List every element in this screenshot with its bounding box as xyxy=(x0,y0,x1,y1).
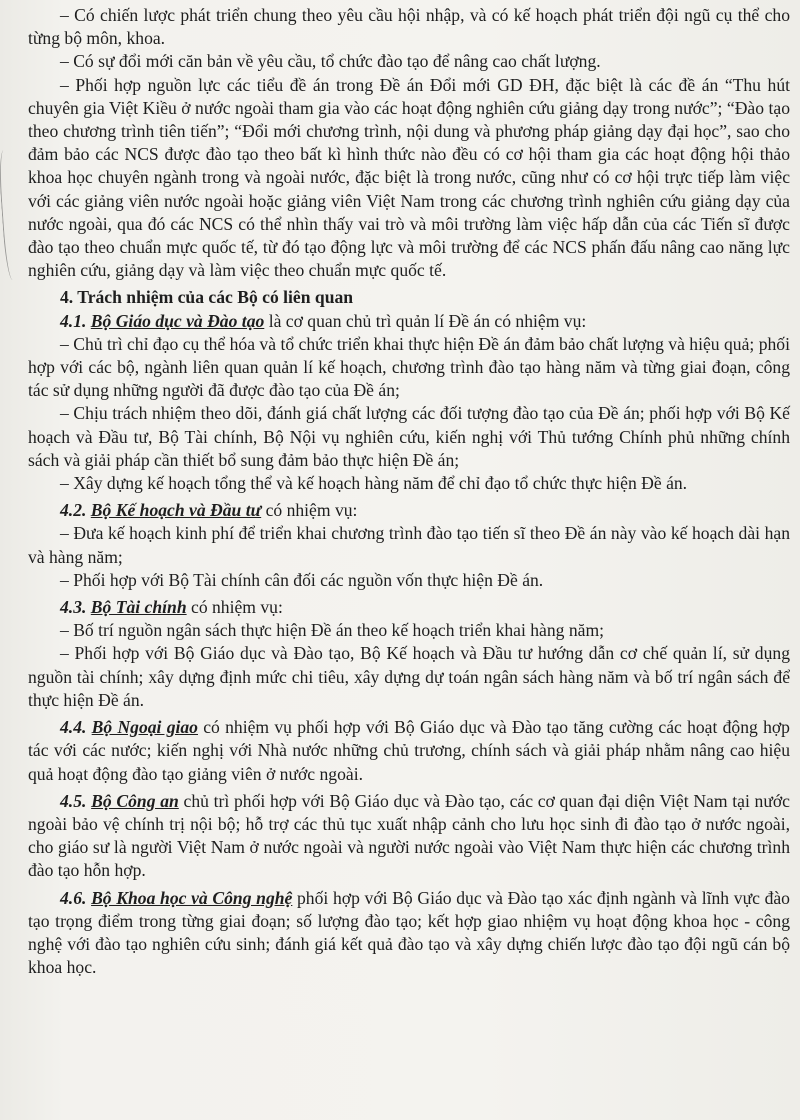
list-item: – Phối hợp với Bộ Giáo dục và Đào tạo, Bộ Kế hoạch và Đầu tư hướng dẫn cơ chế quản lí, sử dụng nguồn tài chính; xây dựng định mức chi tiêu, xây dựng dự toán ngân sách hàng năm và bố trí ngân sách để thực hiện Đề án. xyxy=(28,643,790,710)
subsection-4-6 xyxy=(28,887,790,980)
subsection-4-2 xyxy=(28,499,790,522)
subsection-title: Bộ Ngoại giao xyxy=(91,717,198,738)
subsection-number: 4.1. xyxy=(60,310,87,331)
subsection-text: chủ trì phối hợp với Bộ Giáo dục và Đào tạo, các cơ quan đại diện Việt Nam tại nước ngoài bảo vệ chính trị nội bộ; hỗ trợ các thủ tục xuất nhập cảnh cho lưu học sinh đi đào tạo ở nước ngoài, cho giáo sư là người Việt Nam ở nước ngoài và người nước ngoài vào Việt Nam thực hiện các chương trình đào tạo hỗn hợp. xyxy=(28,790,790,881)
subsection-number: 4.2. xyxy=(60,500,87,521)
subsection-intro: là cơ quan chủ trì quản lí Đề án có nhiệm vụ: xyxy=(264,310,587,331)
subsection-number: 4.4. xyxy=(60,717,87,738)
document-body xyxy=(28,4,790,979)
subsection-intro: có nhiệm vụ: xyxy=(186,597,283,618)
margin-pencil-mark xyxy=(0,150,22,281)
subsection-4-1 xyxy=(28,310,790,333)
subsection-number: 4.6. xyxy=(60,887,87,908)
subsection-intro: có nhiệm vụ: xyxy=(261,500,358,521)
subsection-title: Bộ Công an xyxy=(91,790,179,811)
subsection-title: Bộ Kế hoạch và Đầu tư xyxy=(90,500,262,521)
paragraph: – Phối hợp nguồn lực các tiểu đề án trong Đề án Đổi mới GD ĐH, đặc biệt là các đề án “Thu hút chuyên gia Việt Kiều ở nước ngoài tham gia vào các hoạt động nghiên cứu giảng dạy trong nước”; “Đào tạo theo chương trình tiên tiến”; “Đổi mới chương trình, nội dung và phương pháp giảng dạy đại học”, sao cho đảm bảo các NCS được đào tạo theo bất kì hình thức nào đều có cơ hội tham gia các hoạt động hội thảo khoa học chuyên ngành trong và ngoài nước, đặc biệt là trong nước, cũng như có cơ hội trực tiếp làm việc với các giảng viên nước ngoài hoặc giảng viên Việt Nam trong các chương trình nghiên cứu giảng dạy của nước ngoài, qua đó các NCS có thể nhìn thấy vai trò và môi trường làm việc hấp dẫn của các Tiến sĩ được đào tạo theo chuẩn mực quốc tế, từ đó tạo động lực và môi trường để các NCS phấn đấu nâng cao năng lực nghiên cứu, giảng dạy và làm việc theo chuẩn mực quốc tế. xyxy=(28,74,790,281)
subsection-title: Bộ Khoa học và Công nghệ xyxy=(91,887,293,908)
list-item: – Xây dựng kế hoạch tổng thể và kế hoạch hàng năm để chỉ đạo tổ chức thực hiện Đề án. xyxy=(60,473,688,494)
subsection-text: phối hợp với Bộ Giáo dục và Đào tạo xác định ngành và lĩnh vực đào tạo trọng điểm trong từng giai đoạn; số lượng đào tạo; kết hợp giao nhiệm vụ hoạt động khoa học - công nghệ với đào tạo nghiên cứu sinh; đánh giá kết quả đào tạo và xây dựng chiến lược đào tạo đội ngũ cán bộ khoa học. xyxy=(28,887,790,978)
subsection-number: 4.3. xyxy=(60,597,87,618)
list-item: – Bố trí nguồn ngân sách thực hiện Đề án theo kế hoạch triển khai hàng năm; xyxy=(60,620,605,641)
paragraph: – Có chiến lược phát triển chung theo yêu cầu hội nhập, và có kế hoạch phát triển đội ngũ cụ thể cho từng bộ môn, khoa. xyxy=(28,5,790,49)
subsection-4-4 xyxy=(28,716,790,786)
list-item: – Đưa kế hoạch kinh phí để triển khai chương trình đào tạo tiến sĩ theo Đề án này vào kế hoạch dài hạn và hàng năm; xyxy=(28,523,790,567)
subsection-4-5 xyxy=(28,790,790,883)
list-item: – Phối hợp với Bộ Tài chính cân đối các nguồn vốn thực hiện Đề án. xyxy=(60,569,544,590)
list-item: – Chịu trách nhiệm theo dõi, đánh giá chất lượng các đối tượng đào tạo của Đề án; phối hợp với Bộ Kế hoạch và Đầu tư, Bộ Tài chính, Bộ Nội vụ nghiên cứu, kiến nghị với Thủ tướng Chính phủ những chính sách và giải pháp cần thiết bổ sung đảm bảo thực hiện Đề án; xyxy=(28,403,790,470)
subsection-title: Bộ Tài chính xyxy=(90,597,187,618)
list-item: – Chủ trì chỉ đạo cụ thể hóa và tổ chức triển khai thực hiện Đề án đảm bảo chất lượng và hiệu quả; phối hợp với các bộ, ngành liên quan quản lí kế hoạch, chương trình đào tạo hàng năm và từng giai đoạn, công tác sử dụng những người đã được đào tạo của Đề án; xyxy=(28,333,790,401)
paragraph: – Có sự đổi mới căn bản về yêu cầu, tổ chức đào tạo để nâng cao chất lượng. xyxy=(60,51,601,72)
section-heading: 4. Trách nhiệm của các Bộ có liên quan xyxy=(60,287,354,308)
subsection-number: 4.5. xyxy=(60,790,87,811)
subsection-4-3 xyxy=(28,596,790,619)
subsection-title: Bộ Giáo dục và Đào tạo xyxy=(90,310,265,331)
subsection-text: có nhiệm vụ phối hợp với Bộ Giáo dục và Đào tạo tăng cường các hoạt động hợp tác với các nước; kiến nghị với Nhà nước những chủ trương, chính sách và giải pháp nhằm nâng cao hiệu quả hoạt động đào tạo giảng viên ở nước ngoài. xyxy=(28,717,790,784)
